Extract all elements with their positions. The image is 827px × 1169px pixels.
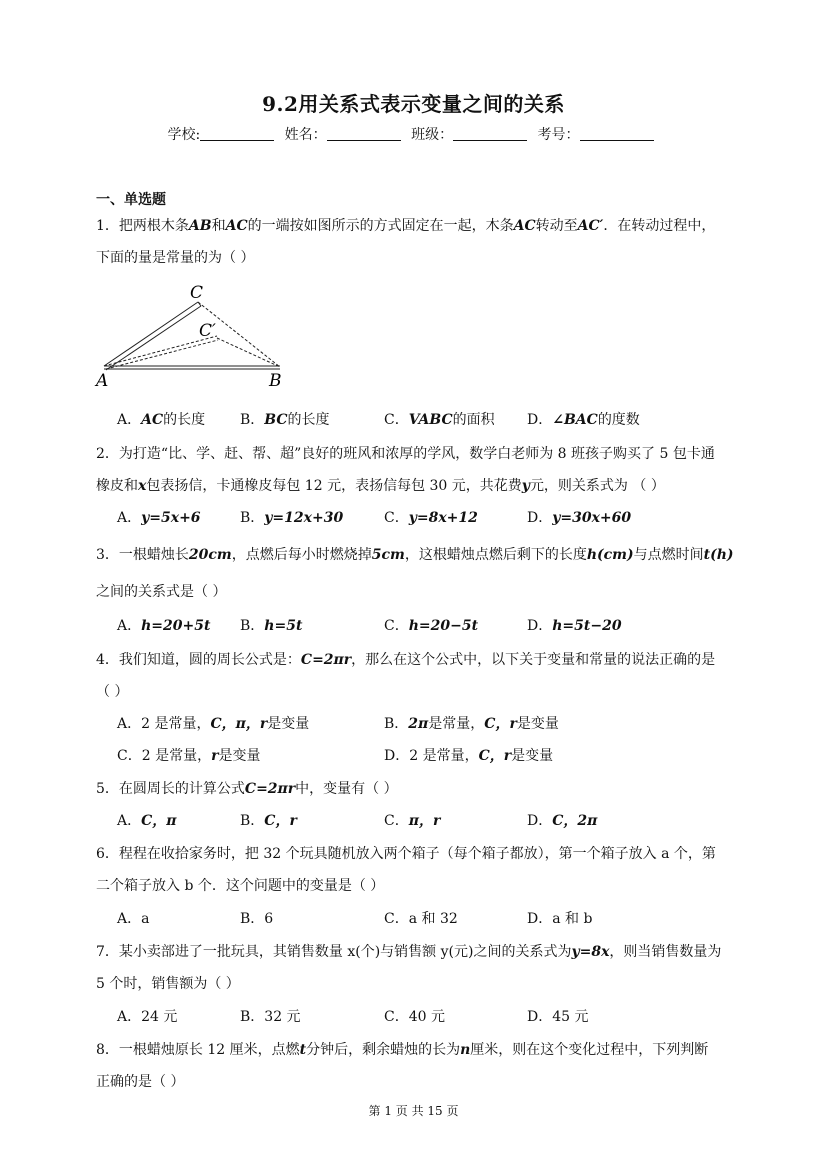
label-c: C <box>190 283 204 303</box>
segment-acp-edge <box>106 340 218 369</box>
q1-option-c[interactable]: C．VABC的面积 <box>384 412 495 428</box>
q7-option-a[interactable]: A．24 元 <box>117 1009 178 1025</box>
q4-option-a[interactable]: A．2 是常量，C，π，r是变量 <box>117 716 310 732</box>
student-info-line <box>0 124 827 144</box>
class-blank <box>453 126 527 141</box>
q1-text: 转动至 <box>535 218 578 234</box>
name-blank <box>327 126 401 141</box>
question-3-line1: 3．一根蜡烛长20cm，点燃后每小时燃烧掉5cm，这根蜡烛点燃后剩下的长度h(cm)与点燃时间t(h) <box>96 547 734 563</box>
q2-option-c[interactable]: C．y=8x+12 <box>384 510 478 526</box>
question-8-line1: 8．一根蜡烛原长 12 厘米，点燃t分钟后，剩余蜡烛的长为n厘米，则在这个变化过程中，下列判断 <box>96 1042 709 1058</box>
section-heading: 一、单选题 <box>96 192 166 208</box>
q6-option-c[interactable]: C．a 和 32 <box>384 911 458 927</box>
q7-option-c[interactable]: C．40 元 <box>384 1009 445 1025</box>
q2-option-d[interactable]: D．y=30x+60 <box>527 510 632 526</box>
q6-option-b[interactable]: B．6 <box>240 911 274 927</box>
q2-option-b[interactable]: B．y=12x+30 <box>240 510 344 526</box>
q4-option-c[interactable]: C．2 是常量，r是变量 <box>117 748 261 764</box>
school-blank <box>200 126 274 141</box>
q7-option-b[interactable]: B．32 元 <box>240 1009 301 1025</box>
q3-option-d[interactable]: D．h=5t−20 <box>527 618 622 634</box>
q6-option-d[interactable]: D．a 和 b <box>527 911 593 927</box>
q5-option-b[interactable]: B．C，r <box>240 813 297 829</box>
question-7-line2: 5 个时，销售额为（ ） <box>96 976 240 992</box>
q6-option-a[interactable]: A．a <box>117 911 150 927</box>
question-7-line1: 7．某小卖部进了一批玩具，其销售数量 x(个)与销售额 y(元)之间的关系式为y=8x，则当销售数量为 <box>96 944 722 960</box>
segment-ac <box>104 302 198 366</box>
question-5-line1: 5．在圆周长的计算公式C=2πr中，变量有（ ） <box>96 781 398 797</box>
class-label: 班级： <box>411 127 454 143</box>
exam-no-label: 考号： <box>537 127 580 143</box>
name-label: 姓名： <box>284 127 327 143</box>
q3-option-c[interactable]: C．h=20−5t <box>384 618 479 634</box>
question-4-line2: （ ） <box>96 684 129 700</box>
q2-option-a[interactable]: A．y=5x+6 <box>117 510 201 526</box>
question-2-line1: 2．为打造“比、学、赶、帮、超”良好的班风和浓厚的学风，数学白老师为 8 班孩子购买了 5 包卡通 <box>96 446 715 462</box>
q1-acp: AC′ <box>577 218 604 234</box>
school-label: 学校: <box>167 127 201 143</box>
q1-text: 和 <box>211 218 226 234</box>
label-a: A <box>96 371 109 391</box>
q4-option-d[interactable]: D．2 是常量，C，r是变量 <box>384 748 554 764</box>
exam-no-blank <box>580 126 654 141</box>
q3-option-a[interactable]: A．h=20+5t <box>117 618 211 634</box>
question-8-line2: 正确的是（ ） <box>96 1074 185 1090</box>
rotation-figure <box>94 282 294 392</box>
question-4-line1: 4．我们知道，圆的周长公式是：C=2πr，那么在这个公式中，以下关于变量和常量的说法正确的是 <box>96 652 716 668</box>
question-6-line1: 6．程程在收拾家务时，把 32 个玩具随机放入两个箱子（每个箱子都放），第一个箱子放入 a 个，第 <box>96 846 716 862</box>
label-b: B <box>269 371 282 391</box>
q1-option-a[interactable]: A．AC的长度 <box>117 412 206 428</box>
q5-option-a[interactable]: A．C，π <box>117 813 177 829</box>
q1-text: ．在转动过程中， <box>603 218 716 234</box>
q1-text: 1．把两根木条 <box>96 218 189 234</box>
question-6-line2: 二个箱子放入 b 个．这个问题中的变量是（ ） <box>96 878 385 894</box>
q3-option-b[interactable]: B．h=5t <box>240 618 303 634</box>
q1-option-b[interactable]: B．BC的长度 <box>240 412 330 428</box>
q1-ab: AB <box>188 218 212 234</box>
question-1-line2: 下面的量是常量的为（ ） <box>96 250 255 266</box>
q1-option-d[interactable]: D．∠BAC的度数 <box>527 412 640 428</box>
q7-option-d[interactable]: D．45 元 <box>527 1009 589 1025</box>
q5-option-d[interactable]: D．C，2π <box>527 813 598 829</box>
q1-ac: AC <box>225 218 248 234</box>
label-cp: C′ <box>199 321 216 341</box>
q4-option-b[interactable]: B．2π是常量，C，r是变量 <box>384 716 559 732</box>
question-1-line1 <box>96 216 736 236</box>
q1-ac: AC <box>513 218 536 234</box>
question-3-line2: 之间的关系式是（ ） <box>96 584 227 600</box>
page-title: 9.2用关系式表示变量之间的关系 <box>262 92 565 116</box>
q5-option-c[interactable]: C．π，r <box>384 813 441 829</box>
question-2-line2: 橡皮和x包表扬信，卡通橡皮每包 12 元，表扬信每包 30 元，共花费y元，则关系式为 （ ） <box>96 478 665 494</box>
segment-cpb <box>217 338 280 367</box>
page-footer: 第 1 页 共 15 页 <box>368 1104 459 1118</box>
q1-text: 的一端按如图所示的方式固定在一起，木条 <box>247 218 514 234</box>
segment-ac-edge <box>106 306 201 370</box>
